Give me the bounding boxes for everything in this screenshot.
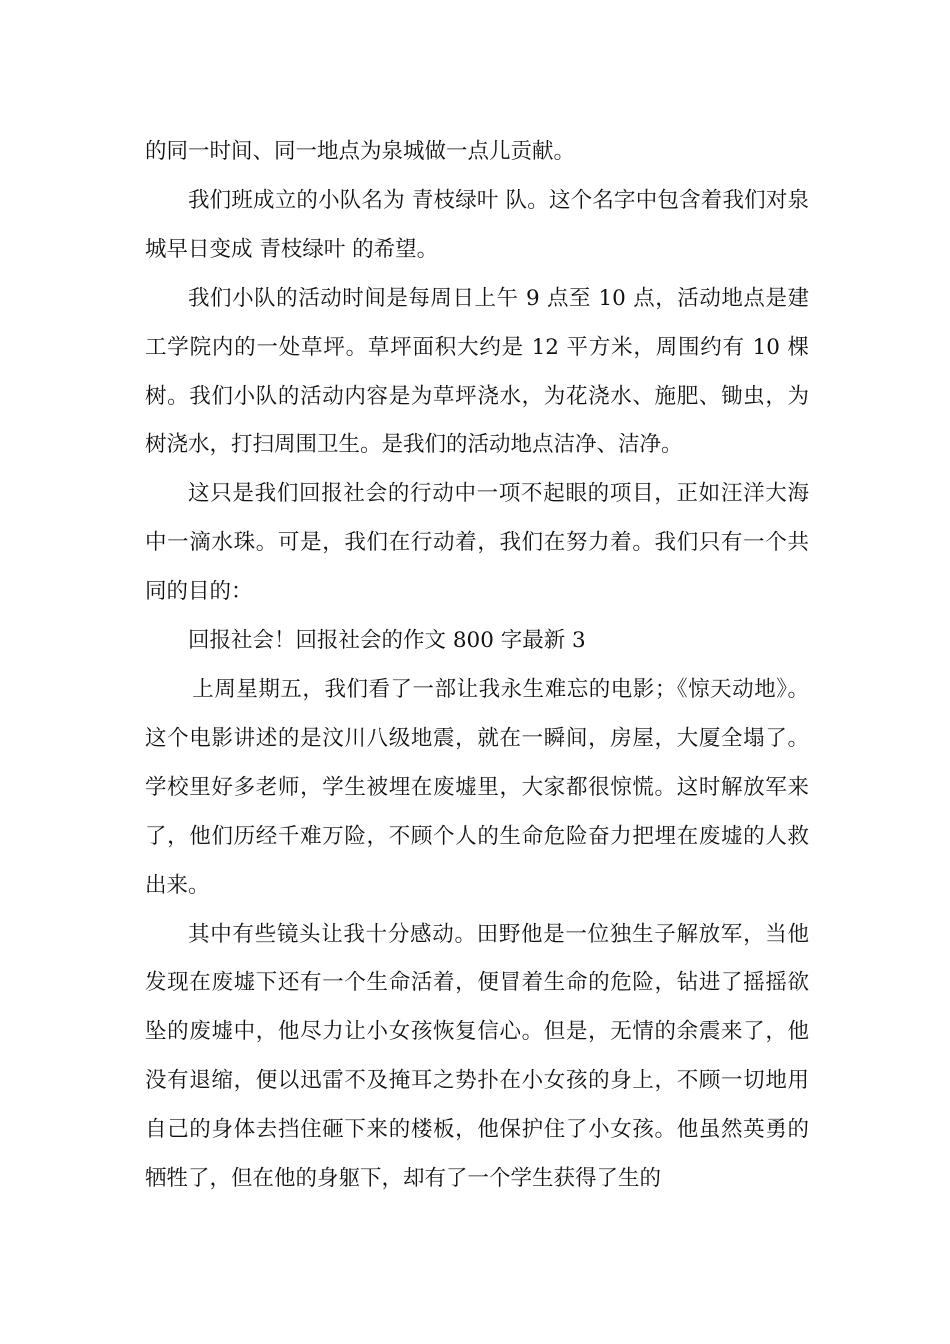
section-heading: 回报社会！回报社会的作文 800 字最新 3 bbox=[188, 628, 586, 654]
paragraph-2: 我们班成立的小队名为 青枝绿叶 队。这个名字中包含着我们对泉城早日变成 青枝绿叶 的希望。 bbox=[145, 187, 809, 262]
paragraph-6: 其中有些镜头让我十分感动。田野他是一位独生子解放军，当他发现在废墟下还有一个生命活着，便冒着生命的危险，钻进了摇摇欲坠的废墟中，他尽力让小女孩恢复信心。但是，无情的余震来了，他没有退缩，便以迅雷不及掩耳之势扑在小女孩的身上，不顾一切地用自己的身体去挡住砸下来的楼板，他保护住了小女孩。他虽然英勇的牺牲了，但在他的身躯下，却有了一个学生获得了生的 bbox=[145, 921, 809, 1192]
paragraph-5: 上周星期五，我们看了一部让我永生难忘的电影；《惊天动地》。这个电影讲述的是汶川八级地震，就在一瞬间，房屋，大厦全塌了。学校里好多老师，学生被埋在废墟里，大家都很惊慌。这时解放军来了，他们历经千难万险，不顾个人的生命危险奋力把埋在废墟的人救出来。 bbox=[145, 676, 809, 898]
paragraph-4: 这只是我们回报社会的行动中一项不起眼的项目，正如汪洋大海中一滴水珠。可是，我们在行动着，我们在努力着。我们只有一个共同的目的： bbox=[145, 481, 809, 605]
paragraph-3: 我们小队的活动时间是每周日上午 9 点至 10 点，活动地点是建工学院内的一处草坪。草坪面积大约是 12 平方米，周围约有 10 棵树。我们小队的活动内容是为草坪浇水，为花浇水、施肥、锄虫，为树浇水，打扫周围卫生。是我们的活动地点洁净、洁净。 bbox=[145, 285, 809, 458]
document-body bbox=[145, 128, 809, 1204]
paragraph-1: 的同一时间、同一地点为泉城做一点儿贡献。 bbox=[145, 139, 576, 164]
